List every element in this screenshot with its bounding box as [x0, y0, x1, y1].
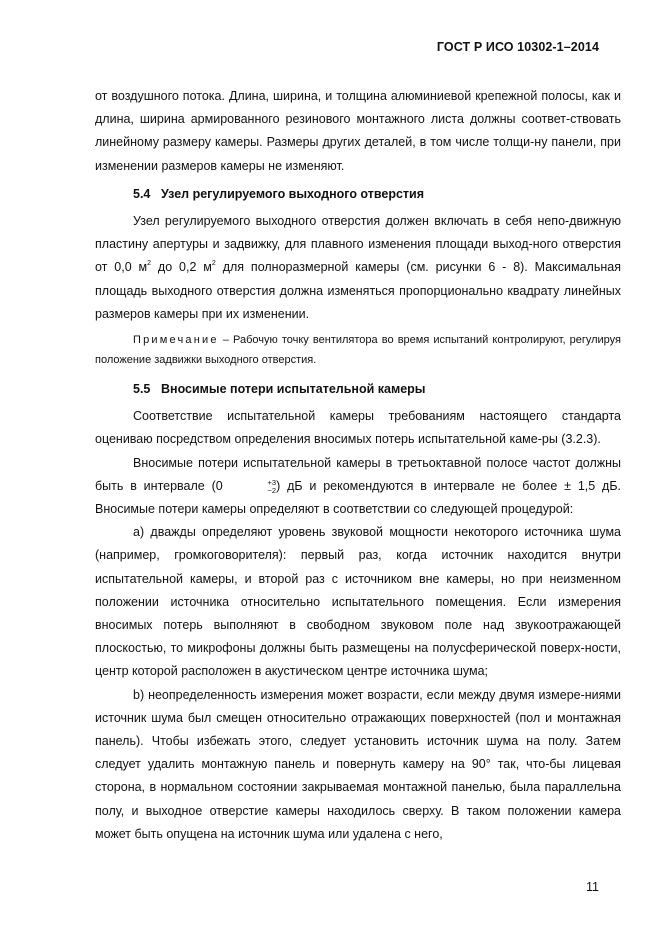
tolerance-upper: +3	[267, 477, 277, 487]
list-item-a: а) дважды определяют уровень звуковой мощности некоторого источника шума (например, громкоговорителя): первый раз, когда источник находится внутри испытательной камеры, и второй раз с источником вне камеры, но при неизменном положении источника относительно испытательного помещения. Если измерения вносимых потерь выполняют в свободном звуковом поле над звукоотражающей плоскостью, то микрофоны должны быть размещены на полусферической поверх-ности, центр которой расположен в акустическом центре источника шума;	[95, 525, 621, 679]
text-run: ) дБ и рекомендуются в интервале не более ± 1,5 дБ. Вносимые потери камеры определяют в соответствии со следующей процедурой:	[95, 478, 621, 517]
document-header: ГОСТ Р ИСО 10302-1–2014	[436, 40, 599, 54]
text-run: до 0,2 м	[151, 260, 212, 275]
note-label: Примечание	[133, 334, 219, 347]
tolerance-fraction	[230, 479, 277, 495]
text-run: для полноразмерной камеры (см. рисунки 6 - 8). Максимальная площадь выходного отверстия должна изменяться пропорционально квадрату линейных размеров камеры при их изменении.	[95, 260, 621, 321]
page-number: 11	[586, 880, 599, 894]
paragraph-outlet-assembly	[95, 210, 621, 326]
text-run: Узел регулируемого выходного отверстия должен включать в себя непо-движную пластину апертуры и задвижку, для плавного изменения площади выход-ного отверстия от 0,0 м	[95, 214, 621, 275]
section-number: 5.4	[133, 186, 151, 201]
section-number: 5.5	[133, 382, 151, 397]
text-run: Вносимые потери испытательной камеры в третьоктавной полосе частот должны быть в интервале (0	[95, 455, 621, 493]
section-heading-5-4	[95, 183, 621, 206]
section-heading-5-5	[95, 378, 621, 401]
paragraph-insertion-loss	[95, 452, 621, 522]
list-item-b: b) неопределенность измерения может возрасти, если между двумя измере-ниями источник шума был смещен относительно отражающих поверхностей (пол и монтажная панель). Чтобы избежать этого, следует установить источник шума на полу. Затем следует удалить монтажную панель и повернуть камеру на 90° так, что-бы лицевая сторона, в нормальном состоянии закрываемая монтажной панелью, была параллельна полу, и выходное отверстие камеры находилось сверху. В таком положении камера может быть опущена на источник шума или удалена с него,	[95, 687, 621, 841]
note	[95, 330, 621, 370]
section-title: Вносимые потери испытательной камеры	[161, 382, 426, 397]
superscript: 2	[147, 260, 152, 268]
superscript: 2	[211, 260, 216, 268]
paragraph-compliance: Соответствие испытательной камеры требованиям настоящего стандарта оцениваю посредством определения вносимых потерь испытательной каме-ры (3.2.3).	[95, 409, 621, 447]
tolerance-lower: −2	[267, 485, 277, 495]
note-text: – Рабочую точку вентилятора во время испытаний контролируют, регулируя положение задвижки выходного отверстия.	[95, 334, 621, 367]
section-title: Узел регулируемого выходного отверстия	[161, 186, 425, 201]
paragraph-intro: от воздушного потока. Длина, ширина, и толщина алюминиевой крепежной полосы, как и длина, ширина армированного резинового монтажного листа должны соответ-ствовать линейному размеру камеры. Размеры других деталей, в том числе толщи-ну панели, при изменении размеров камеры не изменяют.	[95, 89, 621, 173]
document-body	[95, 85, 621, 846]
